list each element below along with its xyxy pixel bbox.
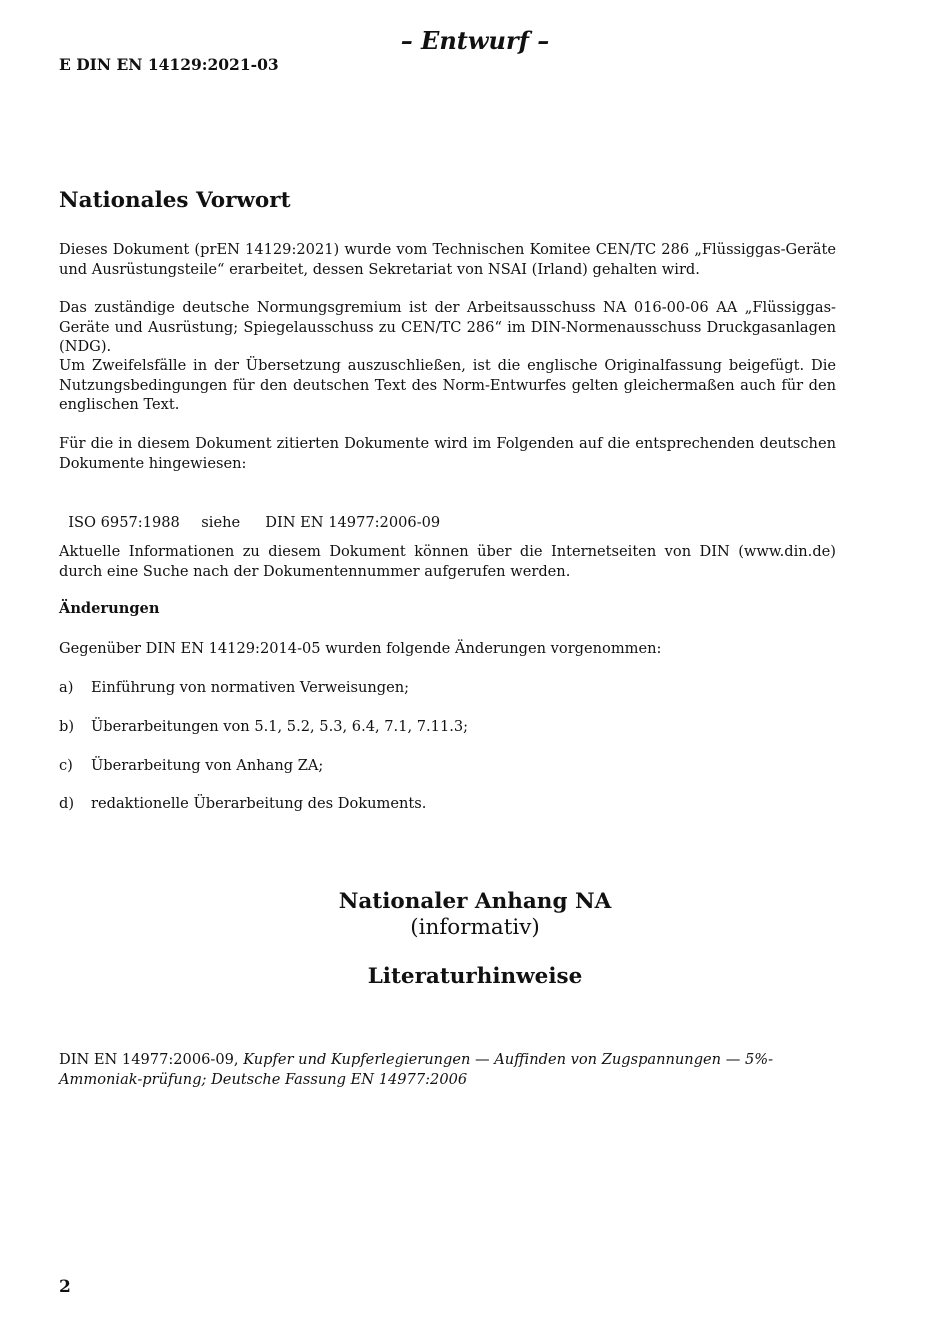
foreword-title: Nationales Vorwort xyxy=(59,188,291,213)
list-marker: a) xyxy=(59,679,74,696)
draft-label: – Entwurf – xyxy=(400,26,550,55)
list-marker: c) xyxy=(59,757,73,774)
bibliography-title: Kupfer und Kupferlegierungen — Auffinden von Zugspannungen — 5%-Ammoniak-prüfung; Deutsche Fassung EN 14977:2006 xyxy=(59,1051,774,1088)
foreword-paragraph: Dieses Dokument (prEN 14129:2021) wurde vom Technischen Komitee CEN/TC 286 „Flüssiggas-Geräte und Ausrüstungsteile“ erarbeitet, dessen Sekretariat von NSAI (Irland) gehalten wird. xyxy=(59,241,836,278)
annex-type: (informativ) xyxy=(410,915,540,940)
list-item xyxy=(59,717,468,737)
changes-heading: Änderungen xyxy=(59,600,160,617)
list-marker: d) xyxy=(59,795,75,812)
list-item xyxy=(59,756,323,776)
changes-intro: Gegenüber DIN EN 14129:2014-05 wurden folgende Änderungen vorgenommen: xyxy=(59,640,662,657)
list-marker: b) xyxy=(59,718,75,735)
bibliography-entry xyxy=(59,1050,836,1089)
annex-title: Nationaler Anhang NA xyxy=(338,889,612,914)
document-id: E DIN EN 14129:2021-03 xyxy=(59,55,279,74)
foreword-paragraph: Für die in diesem Dokument zitierten Dokumente wird im Folgenden auf die entsprechenden deutschen Dokumente hingewiesen: xyxy=(59,435,836,472)
see-label: siehe xyxy=(201,513,241,531)
info-paragraph: Aktuelle Informationen zu diesem Dokument können über die Internetseiten von DIN (www.din.de) durch eine Suche nach der Dokumentennummer aufgerufen werden. xyxy=(59,543,836,580)
list-item-text: Überarbeitungen von 5.1, 5.2, 5.3, 6.4, 7.1, 7.11.3; xyxy=(91,718,469,735)
list-item xyxy=(59,678,409,698)
page-number: 2 xyxy=(59,1277,71,1297)
list-item-text: Einführung von normativen Verweisungen; xyxy=(91,679,410,696)
bibliography-ref: DIN EN 14977:2006-09, xyxy=(59,1051,239,1068)
list-item-text: redaktionelle Überarbeitung des Dokuments. xyxy=(91,795,427,812)
cited-document: ISO 6957:1988 xyxy=(68,513,180,531)
german-document: DIN EN 14977:2006-09 xyxy=(265,513,441,531)
reference-line xyxy=(59,493,440,532)
list-item-text: Überarbeitung von Anhang ZA; xyxy=(91,757,324,774)
list-item xyxy=(59,794,426,814)
annex-subtitle: Literaturhinweise xyxy=(367,964,583,989)
foreword-paragraph: Das zuständige deutsche Normungsgremium ist der Arbeitsausschuss NA 016-00-06 AA „Flüssiggas-Geräte und Ausrüstung; Spiegelausschuss zu CEN/TC 286“ im DIN-Normenausschuss Druckgasanlagen (NDG). xyxy=(59,299,836,356)
foreword-paragraph: Um Zweifelsfälle in der Übersetzung auszuschließen, ist die englische Originalfassung beigefügt. Die Nutzungsbedingungen für den deutschen Text des Norm-Entwurfes gelten gleichermaßen auch für den englischen Text. xyxy=(59,357,836,414)
